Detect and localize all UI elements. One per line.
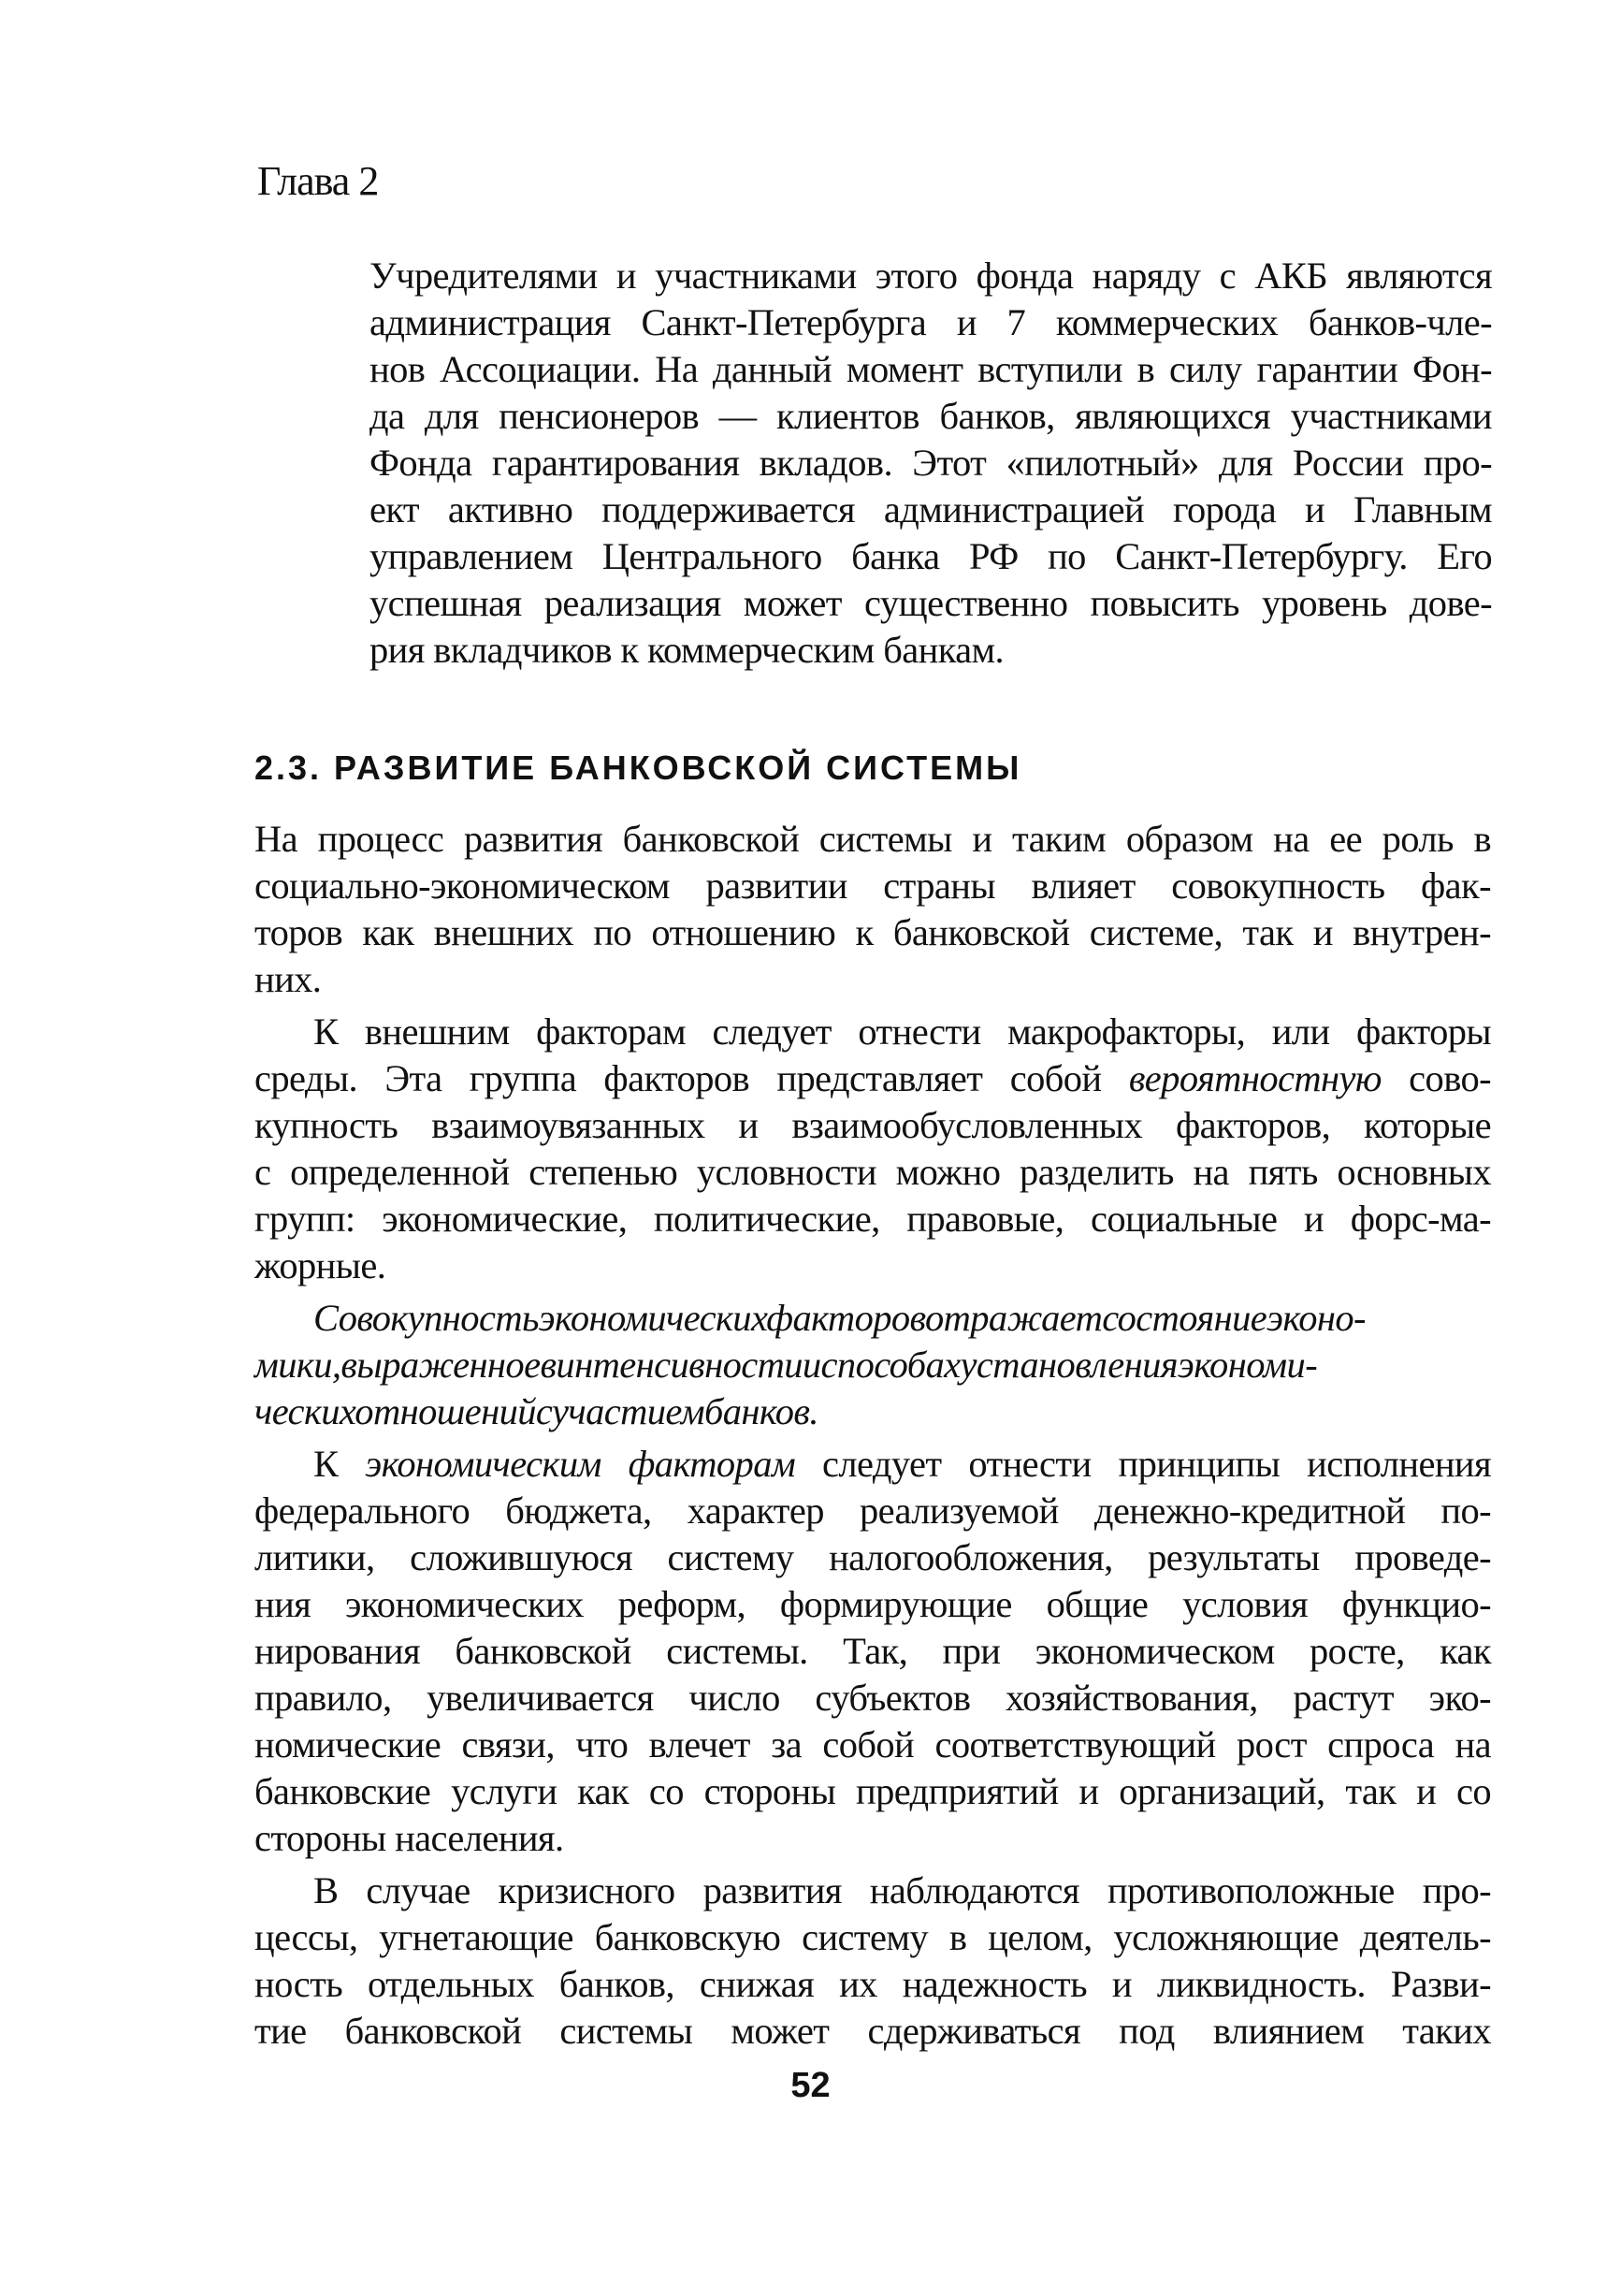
emphasis-term: вероятностную <box>1128 1057 1382 1099</box>
definition-line: ческихотношенийсучастиембанков. <box>254 1390 818 1432</box>
paragraph-line: В случае кризисного развития наблюдаются противоположные про- <box>313 1869 1491 1911</box>
section-heading: 2.3. РАЗВИТИЕ БАНКОВСКОЙ СИСТЕМЫ <box>254 748 1022 787</box>
paragraph-line: правило, увеличивается число субъектов хозяйствования, растут эко- <box>254 1677 1491 1719</box>
paragraph-line: социально-экономическом развитии страны влияет совокупность фак- <box>254 865 1491 907</box>
paragraph-line: торов как внешних по отношению к банковской системе, так и внутрен- <box>254 911 1491 953</box>
block-quote-line: нов Ассоциации. На данный момент вступили в силу гарантии Фон- <box>369 348 1492 390</box>
paragraph-line: федерального бюджета, характер реализуемой денежно-кредитной по- <box>254 1489 1491 1532</box>
paragraph-line: банковские услуги как со стороны предприятий и организаций, так и со <box>254 1770 1491 1812</box>
paragraph-line: групп: экономические, политические, правовые, социальные и форс-ма- <box>254 1198 1491 1240</box>
block-quote-line: администрация Санкт-Петербурга и 7 коммерческих банков-чле- <box>369 301 1492 343</box>
paragraph-line: номические связи, что влечет за собой соответствующий рост спроса на <box>254 1723 1491 1766</box>
paragraph-line: нирования банковской системы. Так, при экономическом росте, как <box>254 1630 1491 1672</box>
definition-line: Совокупностьэкономическихфакторовотражаетсостояниеэконо- <box>313 1297 1366 1339</box>
paragraph-line: литики, сложившуюся систему налогообложения, результаты проведе- <box>254 1536 1491 1578</box>
block-quote-line: да для пенсионеров — клиентов банков, являющихся участниками <box>369 395 1492 437</box>
paragraph-line: тие банковской системы может сдерживаться под влиянием таких <box>254 2010 1491 2052</box>
paragraph-line: ность отдельных банков, снижая их надежность и ликвидность. Разви- <box>254 1963 1491 2005</box>
emphasis-term: экономическим факторам <box>365 1443 796 1485</box>
paragraph-line: цессы, угнетающие банковскую систему в целом, усложняющие деятель- <box>254 1916 1491 1958</box>
text-run: следует отнести принципы исполнения <box>795 1443 1491 1485</box>
paragraph-line <box>254 1055 1491 1102</box>
paragraph-line: стороны населения. <box>254 1817 564 1859</box>
paragraph-line: них. <box>254 958 322 1000</box>
paragraph-line: ния экономических реформ, формирующие общие условия функцио- <box>254 1583 1491 1625</box>
block-quote-line: Фонда гарантирования вкладов. Этот «пилотный» для России про- <box>369 442 1492 484</box>
text-run: сово- <box>1381 1057 1491 1099</box>
definition-line: мики,выраженноевинтенсивностииспособахустановленияэкономи- <box>254 1344 1318 1386</box>
page-number: 52 <box>790 2066 831 2105</box>
paragraph-line: купность взаимоувязанных и взаимообусловленных факторов, которые <box>254 1104 1491 1146</box>
paragraph-line: К внешним факторам следует отнести макрофакторы, или факторы <box>313 1010 1491 1053</box>
block-quote-line: управлением Центрального банка РФ по Санкт-Петербургу. Его <box>369 535 1492 577</box>
block-quote-line: ект активно поддерживается администрацией города и Главным <box>369 488 1492 530</box>
body-text <box>254 816 1491 2055</box>
paragraph-line: На процесс развития банковской системы и таким образом на ее роль в <box>254 818 1491 860</box>
block-quote-line: Учредителями и участниками этого фонда наряду с АКБ являются <box>369 254 1492 297</box>
paragraph-line <box>254 1441 1491 1488</box>
block-quote <box>369 253 1492 674</box>
paragraph-line: жорные. <box>254 1244 386 1286</box>
running-head: Глава 2 <box>257 158 379 204</box>
block-quote-line: успешная реализация может существенно повысить уровень дове- <box>369 582 1492 624</box>
text-run: среды. Эта группа факторов представляет собой <box>254 1057 1129 1099</box>
text-run: К <box>313 1443 366 1485</box>
block-quote-line: рия вкладчиков к коммерческим банкам. <box>369 629 1005 671</box>
paragraph-line: с определенной степенью условности можно разделить на пять основных <box>254 1151 1491 1193</box>
